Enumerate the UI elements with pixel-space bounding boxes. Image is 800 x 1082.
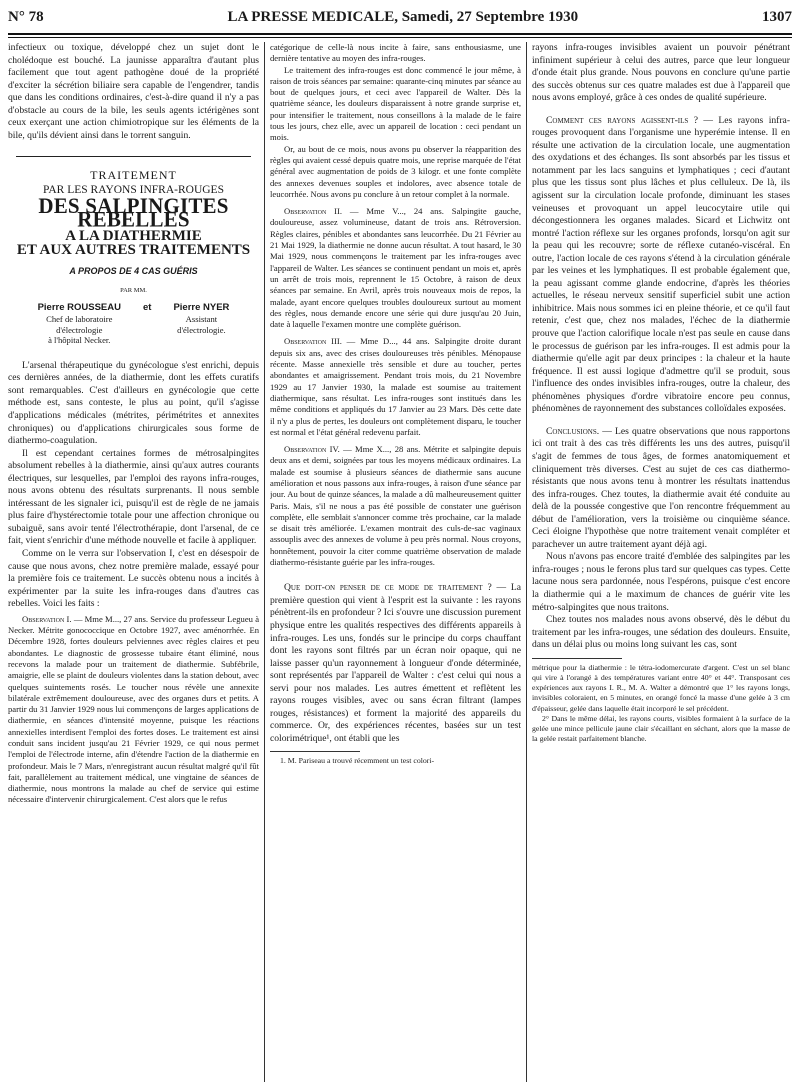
observation-2-label: Observation II. bbox=[284, 206, 343, 217]
par-mm: PAR MM. bbox=[120, 287, 147, 295]
column-1 bbox=[8, 42, 259, 1082]
footnote-rule bbox=[270, 751, 360, 752]
mechanism-heading: Comment ces rayons agissent-ils ? bbox=[546, 114, 698, 126]
paragraph: Il est cependant certaines formes de métrosalpingites absolument rebelles à la diathermie, ainsi qu'aux autres courants électriques, sur lesquelles, par l'emploi des rayons infra-rouges, nous avons obtenu des résultats surprenants. Il nous semble intéressant de les signaler ici, puisqu'il est de règle de ne jamais plus faire d'hystérectomie totale pour une affection chronique ou subaiguë, sans avoir tenté l'électrothérapie, dont l'arsenal, de ce fait, vient s'enrichir d'une méthode nouvelle et facile à appliquer. bbox=[8, 447, 259, 547]
author-2 bbox=[173, 302, 229, 346]
observation-1 bbox=[8, 614, 259, 806]
author-and: et bbox=[142, 301, 152, 313]
author-2-title: Assistant bbox=[185, 314, 218, 325]
footnote-2: 2° Dans le même délai, les rayons courts, visibles formaient à la surface de la gelée une mince pellicule jaune clair s'écaillant en séchant, alors que la masse de la gelée restait parfaitement blanche. bbox=[532, 713, 790, 744]
conclusions-text: — Les quatre observations que nous rapportons ici ont trait à des cas très différents les uns des autres, puisqu'il s'agit de femmes de tous âges, de formes anatomiquement et cliniquement très diverses. C'est au sujet de ces cas diathermo-résistants que nous avons tenu à montrer les résultats inattendus des infra-rouges. Chez toutes, la diathermie avait été conduite au delà de la poussée congestive que l'on rencontre fréquemment au début de l'amélioration, vers la troisième ou cinquième séance. Ceci éloigne l'hypothèse que notre traitement venait compléter et parachever un autre traitement ayant déjà agi. bbox=[532, 425, 790, 550]
footnote-1: 1. M. Pariseau a trouvé récemment un test colori- bbox=[280, 756, 435, 766]
question-heading: Que doit-on penser de ce mode de traitement ? bbox=[284, 582, 492, 594]
observation-4 bbox=[270, 444, 521, 568]
column-3 bbox=[532, 42, 790, 1082]
question-text: — La première question qui vient à l'esprit est la suivante : les rayons pénètrent-ils en profondeur ? Ici s'ouvre une discussion purement physique entre les qualités respectives des différents appareils à infra-rouges. Les uns, fondés sur le principe du corps chauffant dont les rayons sont filtrés par un écran noir opaque, qui ne laisse passer qu'un rayonnement à longueur d'onde déterminée, sont représentés par l'appareil de Walter : c'est celui qui nous a servi pour nos malades. Les autres émettent et reflètent les rayons rouges visibles, avec ou sans écran filtrant (lampes rouges, résistances) et forment la majorité des appareils du commerce. Or, des expériences récentes, basées sur un test colorimétrique¹, ont établi que les bbox=[270, 582, 521, 744]
conclusions-section bbox=[532, 426, 790, 551]
observation-3 bbox=[270, 336, 521, 438]
title-line-3: DES SALPINGITES REBELLES bbox=[38, 193, 229, 232]
title-line-1: TRAITEMENT bbox=[90, 168, 177, 183]
title-line-4: A LA DIATHERMIE bbox=[65, 227, 202, 244]
paragraph: rayons infra-rouges invisibles avaient un pouvoir pénétrant infiniment supérieur à celui des autres, parce que leur longueur d'onde était plus grande. Nous pouvons en conclure qu'une partie des succès obtenus sur ces quatre malades est due à l'appareil que nous avons employé, grâce à ces ondes de qualité supérieure. bbox=[532, 42, 790, 104]
footnote-continued: métrique pour la diathermie : le tétra-iodomercurate d'argent. C'est un sel blanc qui vire à l'orangé à des températures variant entre 40° et 44°. Transposant ces expériences aux rayons I. R., M. A. Walter a démontré que 1° les rayons longs, invisibles coloraient, en 5 minutes, en orangé foncé la masse d'une gelée à 3 cm d'épaisseur, gelée dans laquelle était incorporé le sel précédent. bbox=[532, 662, 790, 713]
author-1-title: d'électrologie bbox=[56, 324, 103, 335]
column-2 bbox=[270, 42, 521, 1082]
paragraph: Or, au bout de ce mois, nous avons pu observer la réapparition des règles qui avaient cessé depuis quatre mois, une reprise marquée de l'état général avec augmentation de poids de 3 kilogr. et une fonte complète des annexes devenues souples et indolores, avec absence totale de leucorrhée. Nous avons pu conclure à un retour complet à la normale. bbox=[270, 143, 521, 199]
journal-title: LA PRESSE MEDICALE, Samedi, 27 Septembre 1930 bbox=[227, 8, 579, 25]
title-line-2: PAR LES RAYONS INFRA-ROUGES bbox=[43, 183, 224, 196]
footnote-rule bbox=[532, 658, 622, 659]
author-1 bbox=[38, 302, 121, 346]
author-1-name: Pierre ROUSSEAU bbox=[37, 301, 121, 313]
mechanism-section bbox=[532, 115, 790, 416]
observation-1-label: Observation I. bbox=[22, 613, 72, 624]
page-header bbox=[8, 0, 792, 34]
conclusions-heading: Conclusions. bbox=[546, 425, 600, 437]
observation-4-text: — Mme X..., 28 ans. Métrite et salpingite depuis deux ans et demi, soignées par tous les moyens médicaux ordinaires. La malade est soumise à plusieurs séances de diathermie sans aucune amélioration et nous passons aux infra-rouges, à raison d'une séance par jour. Au bout de quinze séances, la malade a dû malheureusement quitter Paris. Mais, s'il ne nous a pas été possible de constater une guérison complète, elle semblait s'annoncer comme très prochaine, car la malade se disait très améliorée. L'examen montrait des culs-de-sac vaginaux assouplis avec des annexes de volume à peu près normal. Nous croyons, honnêtement, pouvoir la citer comme quatrième observation de malade diathermo-résistante guérie par les infra-rouges. bbox=[270, 444, 521, 568]
observation-3-text: — Mme D..., 44 ans. Salpingite droite durant depuis six ans, avec des crises douloureuses très pénibles. Ménopause récente. Masse annexielle très sensible et dure au toucher, pertes abondantes et amaigrissement. Pendant trois mois, du 21 Novembre 1929 au 17 Janvier 1930, la malade est soumise au traitement diathermique, sans résultat. Les infra-rouges sont institués dans les même conditions et appliqués du 17 Janvier au 23 Mars. Dès cette date il n'y a plus de pertes, les douleurs ont complètement disparu, le toucher est normal et l'état général redevenu parfait. bbox=[270, 336, 521, 437]
issue-number: N° 78 bbox=[8, 8, 44, 25]
title-line-6: A PROPOS DE 4 CAS GUÉRIS bbox=[69, 265, 198, 276]
paragraph: L'arsenal thérapeutique du gynécologue s'est enrichi, depuis ces dernières années, de la diathermie, dont les effets curatifs sont remarquables. C'est d'ailleurs en gynécologie que cette méthode est, sans conteste, le plus au point, qu'il s'agisse d'applications médicales (métrites, périmétrites et annexites chroniques) ou d'applications chirurgicales sous forme de diathermo-coagulation. bbox=[8, 359, 259, 447]
observation-2-text: — Mme V..., 24 ans. Salpingite gauche, douloureuse, assez volumineuse, datant de trois ans. Rétroversion. Règles claires, pénibles et abondantes sans leucorrhée. Du 21 Février au 21 Mai 1929, la diathermie ne donne aucun résultat. A tout hasard, le 30 Mai 1929, nous commençons le traitement par les infra-rouges avec l'appareil de Walter. Les séances se continuent pendant un mois et, après un arrêt de trois mois, reprennent le 15 Octobre, à raison de deux séances par semaine. En Avril, après trois nouveaux mois de repos, la malade, ayant encore quelques troubles douloureux surtout au moment des règles, nous demande encore une série qui dure jusqu'au 20 Juin, date à laquelle l'examen montre une complète guérison. bbox=[270, 206, 521, 330]
observation-2 bbox=[270, 206, 521, 330]
intro-paragraph: infectieux ou toxique, développé chez un sujet dont le cholédoque est bouché. La jaunisse apparaîtra d'autant plus facilement que tout agent pathogène doué de la propriété d'exciter la sécrétion biliaire sera capable de l'engendrer, tandis que dans les conditions ordinaires, c'est-à-dire quand il n'y a pas d'obstacle au cours de la bile, les seuls agents ictérigènes sont ceux exerçant une action chimiotropique sur les éléments de la bile, qu'ils dévient ainsi dans le torrent sanguin. bbox=[8, 42, 259, 141]
header-rule bbox=[8, 33, 792, 35]
paragraph: Le traitement des infra-rouges est donc commencé le jour même, à raison de trois séances par semaine: quarante-cinq minutes par séance au bout de quelques jours, et ceci avec l'appareil de Walter. Dès la quatrième séance, les douleurs disparaissent à notre grande surprise et, pour intensifier le traitement, nous conseillons à la malade de le faire tous les jours, chez elle, avec un appareil de location : ceci pendant un mois. bbox=[270, 64, 521, 143]
author-2-name: Pierre NYER bbox=[173, 301, 230, 313]
author-2-title: d'électrologie. bbox=[177, 324, 226, 335]
article-title-block bbox=[8, 156, 259, 345]
author-1-title: Chef de laboratoire bbox=[46, 314, 113, 325]
paragraph: catégorique de celle-là nous incite à faire, sans enthousiasme, une dernière tentative au moyen des infra-rouges. bbox=[270, 42, 521, 64]
paragraph: Nous n'avons pas encore traité d'emblée des salpingites par les infra-rouges ; nous le ferons plus tard sur quelques cas types. Cette lacune nous sera pardonnée, nous l'espérons, puisque c'est encore la diathermie qui a le maximum de chances de guérir vite les métro-salpingites que nous traitons. bbox=[532, 551, 790, 613]
observation-4-label: Observation IV. bbox=[284, 444, 340, 455]
header-rule-thin bbox=[8, 37, 792, 38]
observation-1-text: — Mme M..., 27 ans. Service du professeur Legueu à Necker. Métrite gonococcique en Octobre 1927, avec aménorrhée. En Décembre 1928, fortes douleurs pelviennes avec règles claires et peu abondantes. Le diagnostic de grossesse tubaire étant éliminé, nous recevons la malade pour un traitement de diathermie. Subfébrile, amaigrie, elle se plaint de douleurs violentes dans la station debout, avec quelques suintements rosés. Le toucher nous révèle une annexite bilatérale extrêmement douloureuse, avec des organes durs et petits. A partir du 31 Janvier 1929 nous lui commençons de larges applications de diathermie, en séances d'intensité moyenne, puisque les réactions annexielles interdisent l'emploi des fortes doses. Le traitement est ainsi conduit sans incident jusqu'au 21 Février 1929, ce qui nous permet l'emploi de l'électrode interne, afin d'étendre l'action de la diathermie en profondeur. Mais le 7 Mars, n'enregistrant aucun résultat malgré qu'il fût fait, parallèlement au traitement médical, une vingtaine de séances de diathermie, nous montrons la malade au chef de service qui estime nécessaire d'intervenir chirurgicalement. C'est alors que le refus bbox=[8, 613, 259, 805]
column-divider bbox=[526, 42, 527, 1082]
question-section bbox=[270, 582, 521, 745]
mechanism-text: — Les rayons infra-rouges provoquent dans l'organisme une hyperémie intense. Il en résulte une activation de la circulation locale, une augmentation des oxydations et des échanges. Ils sont absorbés par les tissus et notamment par les lacs sanguins et lymphatiques ; ceci d'autant plus que les tissus sont plus lâches et plus celluleux. De là, ils agissent sur la circulation locale profonde, diminuant les stases veineuses et provoquant un appel leucocytaire utile qui décongestionnera les organes malades. Sicard et Lichwitz ont montré l'action réflexe sur les organes profonds, lorsqu'on agit sur la peau qui les recouvre; sorte de réflexe cutanéo-viscéral. En outre, l'action locale de ces rayons s'étend à la circulation générale par les veines et les lymphatiques. Il est probable également que, la peau agissant comme glande endocrine, d'après les théories actuelles, le réseau nerveux sensitif superficiel subit une action inhibitrice. Mais nous sommes ici en pleine théorie, et ce qu'il faut retenir, c'est que, chez nos malades, l'échec de la diathermie prouve que l'action calorifique locale n'est pas seule en cause dans le processus de guérison par les infra-rouges. Il est admis pour la diathermie qu'elle agit par deux principes : la chaleur et la haute fréquence. Il est aussi logique d'admettre qu'il se produit, sous l'influence des ondes invisibles infra-rouges, outre la chaleur, des phénomènes physiques d'ordre vibratoire encore peu connus, phénomènes de rayonnement des substances colloïdales exposées. bbox=[532, 114, 790, 415]
paragraph: Chez toutes nos malades nous avons observé, dès le début du traitement par les infra-rouges, une sédation des douleurs. Ensuite, dans un délai plus ou moins long suivant les cas, sont bbox=[532, 614, 790, 651]
authors bbox=[8, 302, 259, 346]
title-rule bbox=[16, 156, 251, 157]
author-1-title: à l'hôpital Necker. bbox=[48, 335, 111, 346]
page-number: 1307 bbox=[762, 8, 792, 25]
title-line-5: ET AUX AUTRES TRAITEMENTS bbox=[16, 242, 251, 259]
observation-3-label: Observation III. bbox=[284, 336, 342, 347]
column-divider bbox=[264, 42, 265, 1082]
paragraph: Comme on le verra sur l'observation I, c'est en désespoir de cause que nous avons, chez notre première malade, essayé pour la première fois ce traitement. Le succès obtenu nous a incités à expérimenter par la suite les infra-rouges dans d'autres cas rebelles. Voici les faits : bbox=[8, 548, 259, 610]
